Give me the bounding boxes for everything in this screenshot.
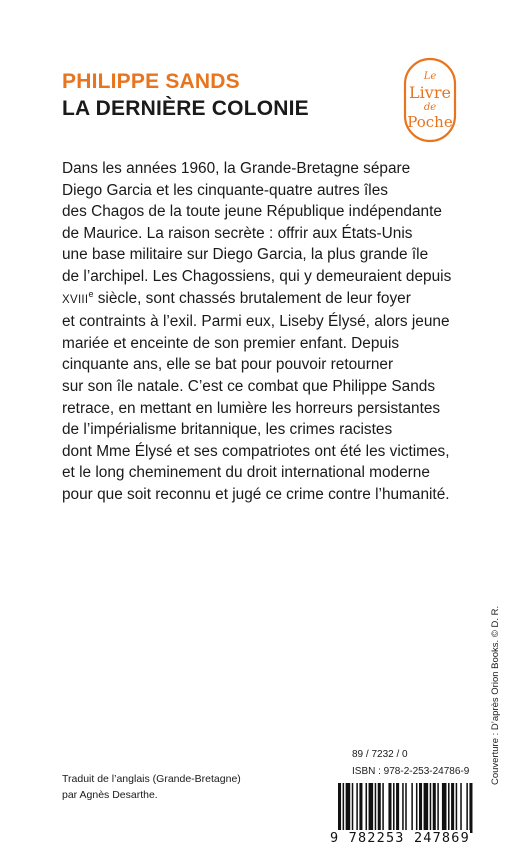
barcode-bar [430, 783, 432, 833]
barcode-bar [338, 783, 341, 833]
logo-line2: Livre [409, 83, 451, 102]
blurb-line: de l’impérialisme britannique, les crimes racistes [62, 421, 393, 439]
barcode-bar [402, 783, 404, 833]
blurb-line: et contraints à l’exil. Parmi eux, Liseby Élysé, alors jeune [62, 313, 450, 331]
barcode-bar [416, 783, 418, 833]
blurb-line-century [62, 288, 472, 312]
publisher-code: 89 / 7232 / 0 [352, 749, 408, 760]
barcode-bar [448, 783, 450, 833]
barcode-number: 9 782253 247869 [330, 830, 470, 846]
blurb-line: dont Mme Élysé et ses compatriotes ont été les victimes, [62, 442, 450, 460]
barcode-bar [369, 783, 374, 833]
barcode-bar [388, 783, 391, 833]
cover-credit: Couverture : D’après Orion Books. © D. R. [490, 605, 501, 785]
barcode-bar [469, 783, 472, 833]
back-cover-blurb [62, 158, 472, 506]
barcode-bar [378, 783, 381, 833]
barcode-bar [352, 783, 354, 833]
translator-line1: Traduit de l’anglais (Grande-Bretagne) [62, 773, 241, 785]
barcode-bar [411, 783, 413, 833]
barcode-bar [375, 783, 377, 833]
publisher-logo [403, 57, 457, 143]
barcode-bar [456, 783, 458, 833]
blurb-line-rest: siècle, sont chassés brutalement de leur foyer [97, 289, 411, 307]
blurb-line: des Chagos de la toute jeune République indépendante [62, 203, 442, 221]
barcode-bar [451, 783, 454, 833]
barcode-bar [396, 783, 399, 833]
blurb-line: et le long cheminement du droit international moderne [62, 464, 430, 482]
barcode-bar [359, 783, 362, 833]
barcode-bar [466, 783, 468, 833]
blurb-line: pour que soit reconnu et jugé ce crime contre l’humanité. [62, 485, 450, 503]
blurb-line: sur son île natale. C’est ce combat que Philippe Sands [62, 377, 436, 395]
barcode-bar [366, 783, 368, 833]
book-title: LA DERNIÈRE COLONIE [62, 97, 309, 120]
translator-note [62, 771, 241, 803]
blurb-line: de Maurice. La raison secrète : offrir aux États-Unis [62, 224, 413, 242]
barcode-icon [338, 783, 474, 833]
barcode-bar [343, 783, 345, 833]
blurb-line: Diego Garcia et les cinquante-quatre autres îles [62, 181, 388, 199]
century-roman: XVIII [62, 293, 89, 306]
barcode-bar [405, 783, 407, 833]
author-name: PHILIPPE SANDS [62, 70, 240, 93]
barcode-bar [442, 783, 447, 833]
blurb-line: mariée et enceinte de son premier enfant. Depuis [62, 334, 400, 352]
barcode-bar [419, 783, 422, 833]
barcode-bar [356, 783, 358, 833]
blurb-line: Dans les années 1960, la Grande-Bretagne sépare [62, 160, 411, 177]
barcode-bar [460, 783, 462, 833]
logo-line4: Poche [407, 113, 453, 131]
blurb-line: retrace, en mettant en lumière les horreurs persistantes [62, 399, 441, 417]
logo-line3: de [423, 102, 437, 113]
isbn-number: ISBN : 978-2-253-24786-9 [352, 766, 470, 777]
blurb-line: une base militaire sur Diego Garcia, la plus grande île [62, 246, 429, 264]
blurb-line: cinquante ans, elle se bat pour pouvoir retourner [62, 356, 394, 374]
barcode-bar [393, 783, 395, 833]
century-suffix: e [88, 288, 94, 299]
logo-line1: Le [423, 71, 437, 82]
translator-line2: par Agnès Desarthe. [62, 789, 158, 801]
livre-de-poche-logo-icon [403, 57, 457, 143]
barcode-bar [382, 783, 384, 833]
blurb-line: de l’archipel. Les Chagossiens, qui y demeuraient depuis [62, 267, 452, 285]
barcode-bar [433, 783, 436, 833]
barcode-bar [424, 783, 429, 833]
barcode-bar [346, 783, 351, 833]
barcode-bar [437, 783, 439, 833]
